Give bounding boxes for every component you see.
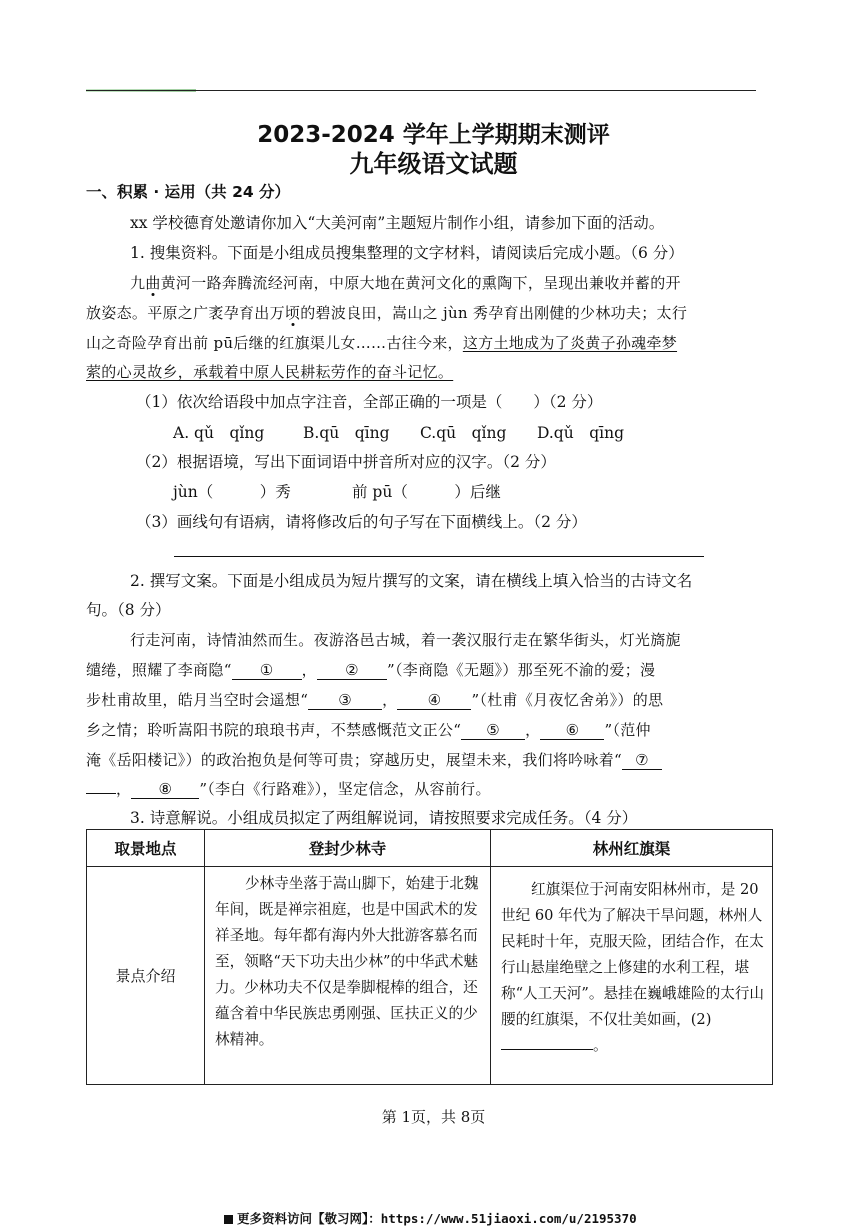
q2-text-line5: 淹《岳阳楼记》）的政治抱负是何等可贵；穿越历史，展望未来，我们将吟咏着“ ⑦ (86, 749, 662, 771)
option-d: D.qǔ qīng (537, 424, 624, 442)
q1-passage-line4: 萦的心灵故乡，承载着中原人民耕耘劳作的奋斗记忆。 (86, 363, 454, 381)
q3-stem: 3. 诗意解说。小组成员拟定了两组解说词，请按照要求完成任务。（4 分） (130, 809, 638, 827)
option-c: C.qū qǐng (420, 424, 507, 442)
blank-7-cont[interactable] (86, 793, 116, 794)
scenic-table (86, 829, 773, 1085)
q2-text-line4: 乡之情；聆听嵩阳书院的琅琅书声，不禁感慨范文正公“ ⑤ ， ⑥ ”（范仲 (86, 721, 651, 739)
q2-text-line3: 步杜甫故里，皓月当空时会遥想“ ③ ， ④ ”（杜甫《月夜忆舍弟》）的思 (86, 691, 664, 709)
q2-stem-line2: 句。（8 分） (86, 601, 171, 619)
q1-sub3: （3）画线句有语病，请将修改后的句子写在下面横线上。（2 分） (136, 513, 587, 531)
option-a: A. qǔ qǐng (173, 424, 265, 442)
flag-icon (224, 1215, 233, 1224)
q1-passage-line3: 山之奇险孕育出前 pū后继的红旗渠儿女……古往今来，这方土地成为了炎黄子孙魂牵梦 (86, 334, 678, 352)
q1-passage-line2: 放姿态。平原之广袤孕育出万顷的碧波良田，嵩山之 jùn 秀孕育出刚健的少林功夫；太行 (86, 304, 688, 322)
section-intro: xx 学校德育处邀请你加入“大美河南”主题短片制作小组，请参加下面的活动。 (130, 214, 665, 232)
q2-stem-line1: 2. 撰写文案。下面是小组成员为短片撰写的文案，请在横线上填入恰当的古诗文名 (130, 572, 693, 590)
dotted-char-qing: 顷 (284, 304, 301, 322)
sub2-item-jun: jùn（ ）秀 (173, 483, 291, 501)
blank-7[interactable]: ⑦ (622, 751, 662, 770)
q1-stem: 1. 搜集资料。下面是小组成员搜集整理的文字材料，请阅读后完成小题。（6 分） (130, 244, 684, 262)
answer-line[interactable] (174, 556, 704, 557)
q1-sub2: （2）根据语境，写出下面词语中拼音所对应的汉字。（2 分） (136, 453, 556, 471)
q2-text-line1: 行走河南，诗情油然而生。夜游洛邑古城，着一袭汉服行走在繁华街头，灯光旖旎 (130, 631, 681, 649)
underlined-sentence: 这方土地成为了炎黄子孙魂牵梦 (462, 334, 678, 352)
q1-sub1: （1）依次给语段中加点字注音，全部正确的一项是（ ）（2 分） (136, 393, 603, 411)
blank-5[interactable]: ⑤ (461, 721, 525, 740)
blank-6[interactable]: ⑥ (540, 721, 604, 740)
exam-subtitle: 九年级语文试题 (349, 150, 518, 178)
header-rule (86, 90, 756, 91)
q2-text-line2: 缱绻，照耀了李商隐“ ① ， ② ”（李商隐《无题》）那至死不渝的爱；漫 (86, 661, 656, 679)
q2-text-line6: ， ⑧ ”（李白《行路难》），坚定信念，从容前行。 (86, 778, 491, 800)
section-heading: 一、积累 · 运用（共 24 分） (86, 183, 291, 201)
blank-8[interactable]: ⑧ (131, 780, 199, 799)
exam-title: 2023-2024 学年上学期期末测评 (257, 122, 610, 148)
header-hongqiqu: 林州红旗渠 (491, 830, 773, 867)
blank-4[interactable]: ④ (397, 691, 471, 710)
table-row (87, 867, 773, 1085)
header-shaolin: 登封少林寺 (205, 830, 491, 867)
shaolin-intro: 少林寺坐落于嵩山脚下，始建于北魏年间，既是禅宗祖庭，也是中国武术的发祥圣地。每年都有海内外大批游客慕名而至，领略“天下功夫出少林”的中华武术魅力。少林功夫不仅是拳脚棍棒的组合，还蕴含着中华民族忠勇刚强、匡扶正义的少林精神。 (205, 867, 491, 1085)
blank-2[interactable]: ② (317, 661, 387, 680)
q1-passage-line1: 九曲黄河一路奔腾流经河南，中原大地在黄河文化的熏陶下，呈现出兼收并蓄的开 (130, 274, 681, 292)
option-b: B.qū qīng (303, 424, 390, 442)
footer-ad[interactable]: 更多资料访问【敬习网】：https://www.51jiaoxi.com/u/2195370 (224, 1209, 637, 1227)
blank-3[interactable]: ③ (308, 691, 382, 710)
table-header-row (87, 830, 773, 867)
page-number: 第 1页，共 8页 (381, 1108, 486, 1126)
hongqiqu-intro: 红旗渠位于河南安阳林州市，是 20 世纪 60 年代为了解决干旱问题，林州人民耗时十年，克服天险，团结合作，在太行山悬崖绝壁之上修建的水利工程，堪称“人工天河”。悬挂在巍峨雄险的太行山腰的红旗渠，不仅壮美如画，(2)。 (491, 867, 773, 1085)
header-location: 取景地点 (87, 830, 205, 867)
sub2-item-pu: 前 pū（ ）后继 (352, 483, 501, 501)
blank-table-2[interactable] (501, 1049, 593, 1050)
dotted-char-qu: 曲 (145, 274, 161, 292)
row-label: 景点介绍 (87, 867, 205, 1085)
blank-1[interactable]: ① (232, 661, 302, 680)
